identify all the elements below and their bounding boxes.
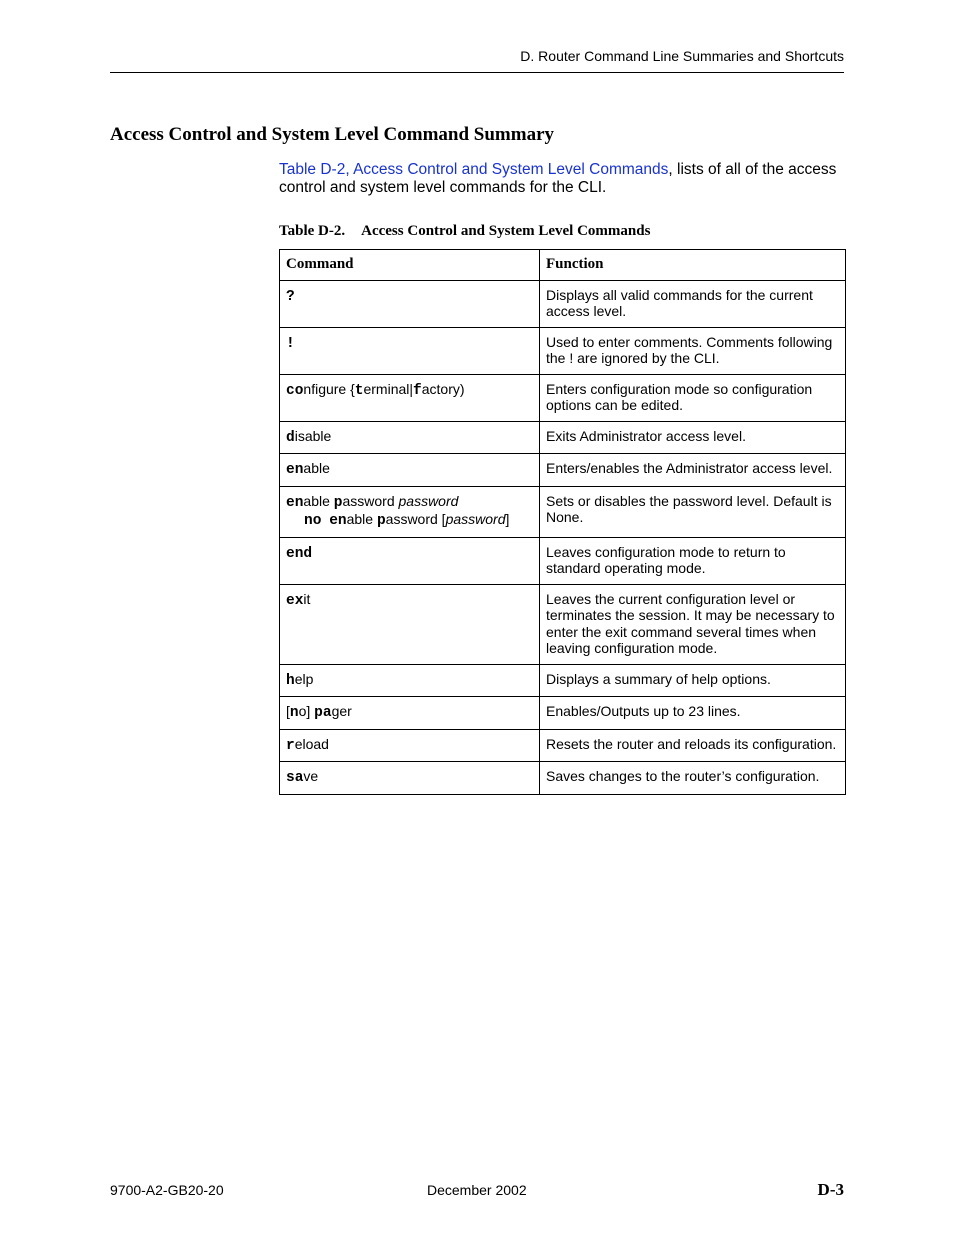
section-title: Access Control and System Level Command Summary [110,124,555,145]
command-keyword: f [413,382,422,399]
command-cell [280,454,540,487]
command-cell [280,664,540,697]
table-caption-title: Access Control and System Level Commands [361,223,651,239]
command-keyword: r [286,737,295,754]
command-argument: password [445,511,506,527]
command-text: able [303,460,330,476]
command-text: nfigure { [303,380,355,397]
function-cell: Exits Administrator access level. [540,421,846,454]
command-keyword: en [286,462,304,478]
command-keyword: pa [314,705,332,721]
command-cell [280,421,540,454]
function-cell: Displays a summary of help options. [540,664,846,697]
command-text: [ [286,703,290,719]
table-caption-number: Table D-2. [279,223,346,239]
table-row [280,537,846,584]
function-cell: Saves changes to the router’s configuration. [540,762,846,795]
intro-text: , lists of all of the access control and system level commands for the CLI. [279,161,837,196]
command-keyword: p [376,513,386,529]
command-keyword: end [286,545,313,562]
table-row [280,374,846,421]
command-keyword: ex [286,592,304,609]
command-text: elp [294,670,314,687]
command-text: assword [ [385,511,446,527]
command-keyword: ? [286,288,295,305]
table-row [280,421,846,454]
command-keyword: d [286,429,295,446]
command-table [279,249,846,795]
command-argument: password [398,492,459,509]
command-text: o] [298,703,315,719]
table-row [280,454,846,487]
function-column-header: Function [540,250,846,281]
table-row [280,486,846,537]
command-cell [280,537,540,584]
command-keyword: n [289,705,299,721]
header-rule [110,72,844,73]
command-text: isable [294,427,332,444]
command-column-header: Command [280,250,540,281]
table-header-row [280,250,846,281]
command-text: ve [303,768,319,784]
function-cell: Enters/enables the Administrator access level. [540,454,846,487]
command-text: able [303,492,334,509]
command-line [286,511,533,530]
command-cell [280,374,540,421]
function-cell: Enables/Outputs up to 23 lines. [540,697,846,730]
table-row [280,584,846,664]
command-keyword: en [286,494,304,511]
command-text: eload [294,735,329,752]
command-cell [280,327,540,374]
command-keyword: ! [286,335,295,352]
table-row [280,697,846,730]
command-keyword: p [333,494,343,511]
table-row [280,664,846,697]
command-keyword: no [304,513,322,529]
footer-doc-number: 9700-A2-GB20-20 [110,1182,224,1198]
footer-page-number: D-3 [817,1180,844,1199]
command-keyword: co [286,382,304,399]
table-row [280,762,846,795]
command-keyword: sa [286,770,304,786]
command-cell [280,280,540,327]
command-keyword: h [286,672,295,689]
table-row [280,280,846,327]
function-cell: Leaves configuration mode to return to standard operating mode. [540,537,846,584]
intro-paragraph [279,161,845,197]
command-cell [280,762,540,795]
footer-date: December 2002 [427,1182,527,1198]
command-cell [280,584,540,664]
function-cell: Sets or disables the password level. Default is None. [540,486,846,537]
command-text: able [346,511,377,527]
function-cell: Leaves the current configuration level or terminates the session. It may be necessary to enter the exit command several times when leaving configuration mode. [540,584,846,664]
function-cell: Enters configuration mode so configuration options can be edited. [540,374,846,421]
command-text: actory) [421,380,465,397]
running-header: D. Router Command Line Summaries and Shortcuts [520,48,844,64]
command-text: it [303,590,311,607]
command-text: ger [331,703,352,719]
function-cell: Displays all valid commands for the current access level. [540,280,846,327]
command-cell [280,697,540,730]
table-reference-link[interactable]: Table D-2, Access Control and System Level Commands [279,161,669,178]
command-keyword: en [329,513,347,529]
command-cell [280,729,540,762]
command-line [286,493,533,512]
table-row [280,729,846,762]
command-text: assword [342,492,399,509]
command-keyword: t [354,382,364,399]
function-cell: Resets the router and reloads its configuration. [540,729,846,762]
command-cell [280,486,540,537]
table-caption [279,223,650,240]
command-text: ] [505,511,510,527]
function-cell: Used to enter comments. Comments following the ! are ignored by the CLI. [540,327,846,374]
table-row [280,327,846,374]
command-text: erminal| [363,380,414,397]
